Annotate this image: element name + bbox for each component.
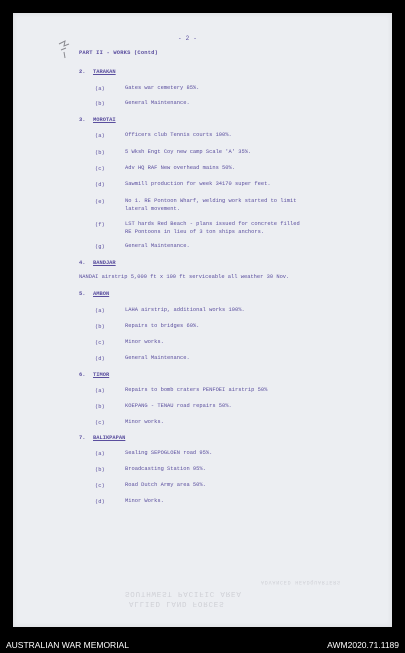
part-heading: PART II - WORKS (Contd)	[79, 50, 159, 56]
item-label: (g)	[95, 244, 105, 250]
item-text: General Maintenance.	[125, 243, 190, 249]
section-number: 4.	[79, 260, 86, 266]
section-title: BALIKPAPAN	[93, 435, 126, 441]
item-label: (a)	[95, 133, 105, 139]
bleed-through-text: SOUTHWEST PACIFIC AREA	[125, 589, 242, 597]
item-text-continued: RE Pontoons in lieu of 3 ton ships anchors.	[125, 229, 265, 235]
item-text: Broadcasting Station 95%.	[125, 466, 206, 472]
item-label: (c)	[95, 166, 105, 172]
pencil-mark	[55, 38, 73, 62]
item-text: General Maintenance.	[125, 355, 190, 361]
item-label: (b)	[95, 101, 105, 107]
item-label: (b)	[95, 324, 105, 330]
section-number: 5.	[79, 291, 86, 297]
item-label: (c)	[95, 420, 105, 426]
item-text: Repairs to bridges 60%.	[125, 323, 200, 329]
item-text: LST hards Red Beach - plans issued for concrete filled	[125, 221, 300, 227]
item-text: No 1. RE Pontoon Wharf, welding work started to limit	[125, 198, 297, 204]
section-paragraph: NANDAI airstrip 5,000 ft x 100 ft serviceable all weather 30 Nov.	[79, 274, 290, 280]
item-label: (a)	[95, 308, 105, 314]
section-title: BANDJAR	[93, 260, 116, 266]
item-text: LAHA airstrip, additional works 100%.	[125, 307, 245, 313]
item-text: Sealing SEPOGLOEN road 95%.	[125, 450, 213, 456]
item-label: (b)	[95, 404, 105, 410]
item-text: Gates war cemetery 85%.	[125, 85, 200, 91]
footer-credit: AUSTRALIAN WAR MEMORIAL	[6, 640, 129, 650]
item-label: (e)	[95, 199, 105, 205]
section-title: AMBON	[93, 291, 110, 297]
item-text: General Maintenance.	[125, 100, 190, 106]
item-text: Sawmill production for week 34170 super feet.	[125, 181, 271, 187]
section-title: MOROTAI	[93, 117, 116, 123]
section-number: 2.	[79, 69, 86, 75]
item-label: (c)	[95, 340, 105, 346]
footer-accession-number: AWM2020.71.1189	[327, 640, 399, 650]
item-label: (f)	[95, 222, 105, 228]
item-text: 5 Wksh Engt Coy new camp Scale 'A' 35%.	[125, 149, 252, 155]
section-title: TARAKAN	[93, 69, 116, 75]
item-text: Minor works.	[125, 419, 164, 425]
item-label: (b)	[95, 150, 105, 156]
item-label: (a)	[95, 451, 105, 457]
item-label: (c)	[95, 483, 105, 489]
item-text: Minor works.	[125, 339, 164, 345]
bleed-through-text: ADVANCED HEADQUARTERS	[261, 579, 341, 585]
item-text: Repairs to bomb craters PENFOEI airstrip 50%	[125, 387, 268, 393]
item-label: (a)	[95, 86, 105, 92]
item-text: Road Dutch Army area 50%.	[125, 482, 206, 488]
item-text: Adv HQ RAF New overhead mains 50%.	[125, 165, 235, 171]
section-title: TIMOR	[93, 372, 110, 378]
section-number: 3.	[79, 117, 86, 123]
item-text: Minor Works.	[125, 498, 164, 504]
document-page	[13, 13, 392, 627]
item-label: (a)	[95, 388, 105, 394]
item-label: (d)	[95, 499, 105, 505]
item-text-continued: lateral movement.	[125, 206, 180, 212]
item-text: Officers club Tennis courts 100%.	[125, 132, 232, 138]
bleed-through-text: ALLIED LAND FORCES	[129, 599, 225, 607]
section-number: 7.	[79, 435, 86, 441]
section-number: 6.	[79, 372, 86, 378]
item-label: (b)	[95, 467, 105, 473]
item-label: (d)	[95, 356, 105, 362]
page-number: - 2 -	[178, 35, 198, 42]
item-text: KOEPANG - TENAU road repairs 50%.	[125, 403, 232, 409]
item-label: (d)	[95, 182, 105, 188]
